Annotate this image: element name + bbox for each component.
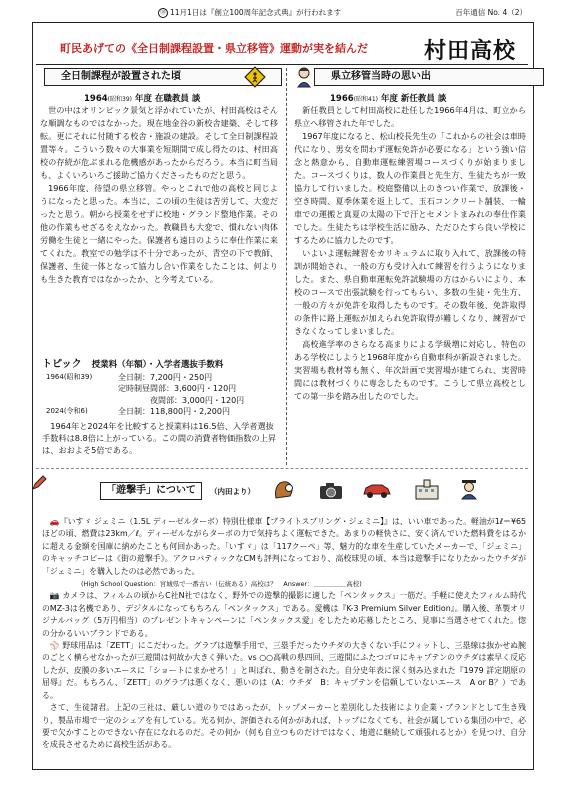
- pencil-icon: [30, 474, 48, 492]
- right-paragraph-4: 高校進学率のさらなる高まりによる学級増に対応し、特色のある学校にしようと1968年度から自動車科が新設されました。実習場も教材等も無く、年次計画で実習場が建てられ、実習時間には教材づくりに専念したものです。こうして県立高校としての第一歩を踏み出したのでした。: [294, 339, 526, 401]
- bottom-separator: [36, 468, 528, 469]
- byline-right: [330, 92, 446, 104]
- byline-left-rest: 年度 在職教員 談: [134, 94, 201, 104]
- issue-number: 百年通信 No. 4（2）: [455, 8, 527, 17]
- car-icon: [362, 480, 392, 500]
- teacher-figure-icon: [294, 66, 314, 88]
- right-paragraph-1: 新任教員として村田高校に赴任した1966年4月は、町立から県立へ移管された年でした。: [294, 105, 526, 128]
- headline-sub: 町民あげての《全日制課程設置・県立移管》運動が実を結んだ: [60, 42, 368, 55]
- high-school-question: (High School Question：宮城県で一番古い（伝統ある）高校は？ Answer：＿＿＿＿＿高校): [81, 580, 362, 589]
- section-title-right: 県立移管当時の思い出: [314, 68, 544, 86]
- topic-row: [42, 383, 282, 395]
- byline-left-year: 1964: [84, 94, 108, 104]
- school-building-icon: [414, 478, 440, 500]
- topic-title: 授業料（年額）・入学者選抜手数料: [91, 360, 224, 370]
- bottom-paragraph-camera: 📷 カメラは、フィルムの頃からC社N社ではなく、野外での遊撃的撮影に適した「ペンタックス」一筋だ。手軽に使えたフィルム時代のMZ-3は名機であり、デジタルになってもちろん「ペンタックス」である。愛機は『K-3 Premium Silver Edition』。購入後、革製オリジナルバッグ（5万円相当）のプレゼントキャンペーンに「ペンタックス愛」をしたため応募したところ、見事に当選させてくれた。惚の分かるいいブランドである。: [42, 591, 526, 638]
- byline-right-year: 1966: [330, 94, 354, 104]
- left-paragraph-1: 世の中はオリンピック景気と浮かれていたが、村田高校はそんな順調なものではなかった。現在地金谷の新校舎建築、そして移転。更にそれに付随する校舎・施設の建設。そして全日制課程設置等々。こういう数々の大事業を短期間で成し得たのは、村田高校の存続が危ぶまれる危機感があったからだろう。本当に町当局も、よくいろいろご援助ご協力くださったものだと思う。: [40, 105, 278, 180]
- headline-main: 村田高校: [424, 38, 517, 64]
- event-note-text: 11月1日は『創立100周年記念式典』が行われます: [170, 8, 342, 17]
- left-article: [40, 104, 278, 286]
- headline-divider: [36, 64, 528, 65]
- topic-header: [42, 359, 282, 372]
- bottom-paragraph-baseball: ⚾ 野球用品は「ZETT」にこだわった。グラブは遊撃手用で、三塁手だったウチダの大きくない手にフィットし、三塁線は抜かせぬ腕のごとく横らせなかったが三遊間は何故か大きく弾いた。vs ○○高戦の県四回、三遊間にふたつゴロにキャプテンのウチダは素早く反応したが、皮膜の多いエースに「ショートにまかせろ！」と叫ばれ、動きを制された。自分史年表に深く刻み込まれた『1979 詳定期原の屈辱』だ。もちろん、「ZETT」のグラブは悪くなく、悪いのは（A：ウチダ B：キャプテンを信頼していないエース A or B？）である。: [42, 641, 526, 700]
- byline-left: [84, 92, 200, 104]
- right-paragraph-2: 1967年度になると、松山校長先生の「これからの社会は車時代になり、男女を問わず運転免許が必要になる」という強い信念と熱意から、自動車運転練習場コースづくりが始まりました。コースづくりは、数人の作業員と先生方、生徒たちが一致協力して行いました。校庭整備以上のきつい作業で、放課後・空き時間、夏季休業を返上して、玉石コンクリート舗装、一輪車での運搬と真夏の太陽の下で汗とセメントまみれの奉仕作業でした。生徒たちは学校生活に励み、ただひたすら良い学校にするために協力したのです。: [294, 131, 526, 245]
- topic-row-year: 2024(令和6): [46, 407, 88, 415]
- byline-right-rest: 年度 新任教員 談: [380, 94, 447, 104]
- topic-row-value: 定時制昼間部：3,600円・120円: [118, 384, 237, 393]
- topic-box: [42, 359, 282, 456]
- headline: [40, 33, 530, 63]
- graduate-figure-icon: [458, 478, 480, 500]
- bottom-title-note: （内田より）: [210, 487, 255, 496]
- event-note: [158, 7, 341, 18]
- right-article: [294, 104, 526, 403]
- top-bar: [0, 6, 563, 20]
- byline-left-era: (昭和39): [107, 96, 132, 103]
- circle-logo: ⑱: [159, 9, 166, 16]
- topic-row-value: 全日制：7,200円・250円: [118, 372, 213, 382]
- column-divider: [286, 68, 287, 465]
- baseball-glove-icon: [272, 480, 296, 500]
- right-paragraph-3: いよいよ運転練習をカリキュラムに取り入れて、放課後の特訓が開始され、一般の方も受け入れて練習を行うようになりました。また、県自動車運転免許試験場の方はからいにより、本校のコースで出張試験を行ってもらい、多数の生徒・先生方、一般の方々が免許を取得したものです。その数年後、免許取得の条件に路上運転が加えられ免許取得が難しくなり、練習ができなくなってしまいました。: [294, 248, 526, 336]
- topic-row: [42, 406, 282, 418]
- bottom-paragraph-car: 🚗『いすゞ ジェミニ（1.5L ディーゼルターボ）特別仕様車【ブライトスプリング・ジェミニ】』は、いい車であった。軽油が1ℓ＝¥65ほどの頃、燃費は23km／ℓ。ディーゼルながらターボの力で気持ちよく運転できた。あまりの軽快さに、安く済んでいた燃料費をはるかに超える金額を国庫に納めたことも何回かあった。「いすゞ」は「117クーペ」等、魅力的な車を生産していたメーカーで、「ジェミニ」のキャッチコピーは《街の遊撃手》。アクロバティックなCMも評判になっており、高校球児の頃、本当は遊撃手になりたかったウチダが「ジェミニ」を購入したのは必然であった。: [42, 517, 526, 576]
- topic-row-value: 夜間部：3,000円・120円: [150, 395, 245, 405]
- topic-row: [42, 372, 282, 384]
- warning-sign-icon: [244, 66, 266, 88]
- left-paragraph-2: 1966年度、待望の県立移管。やっとこれで他の高校と同じようになったと思った。本当に、この頃の生徒は苦労して、大変だったと思う。朝から授業をせずに校地・グランド整地作業。その他の作業もせざるをえなかった。教職員も大変で、慣れない肉体労働を生徒と一緒にやった。保護者も遠日のように奉仕作業に来てくれた。教室での勉学は不十分であったが、青空の下で教師、保護者、生徒一体となって協力し合い作業をしたことは、何よりも生きた教育ではなかったか、と今考えている。: [40, 183, 278, 284]
- byline-right-era: (昭和41): [353, 96, 378, 103]
- topic-row-value: 全日制：118,800円・2,200円: [118, 407, 230, 416]
- bottom-paragraph-conclusion: さて、生徒諸君。上記の三社は、厳しい道のりではあったが、トップメーカーと差別化した技術により企業・ブランドとして生き残り、製品市場で一定のシェアを有している。光る何か、評価される何かがあれば、トップになくても、社会が属している集団の中で、必要で欠かすことのできない存在になれるのだ。その何か（何も自立つものだけではなく、地道に継続して頑張れるとか）を見つけ、自分を成長させるために高校生活がある。: [42, 703, 526, 750]
- section-title-left: 全日制課程が設置された頃: [44, 68, 282, 86]
- camera-icon: [318, 482, 344, 500]
- topic-label: トピック: [42, 359, 82, 370]
- topic-row: [42, 395, 282, 407]
- bottom-article: [42, 516, 526, 752]
- topic-paragraph: 1964年と2024年を比較すると授業料は16.5倍、入学者選抜手数料は8.8倍に上がっている。この間の消費者物価指数の上昇は、おおよそ5倍である。: [42, 420, 277, 455]
- topic-row-year: 1964(昭和39): [46, 372, 93, 381]
- bottom-title: 「遊撃手」について: [100, 482, 202, 500]
